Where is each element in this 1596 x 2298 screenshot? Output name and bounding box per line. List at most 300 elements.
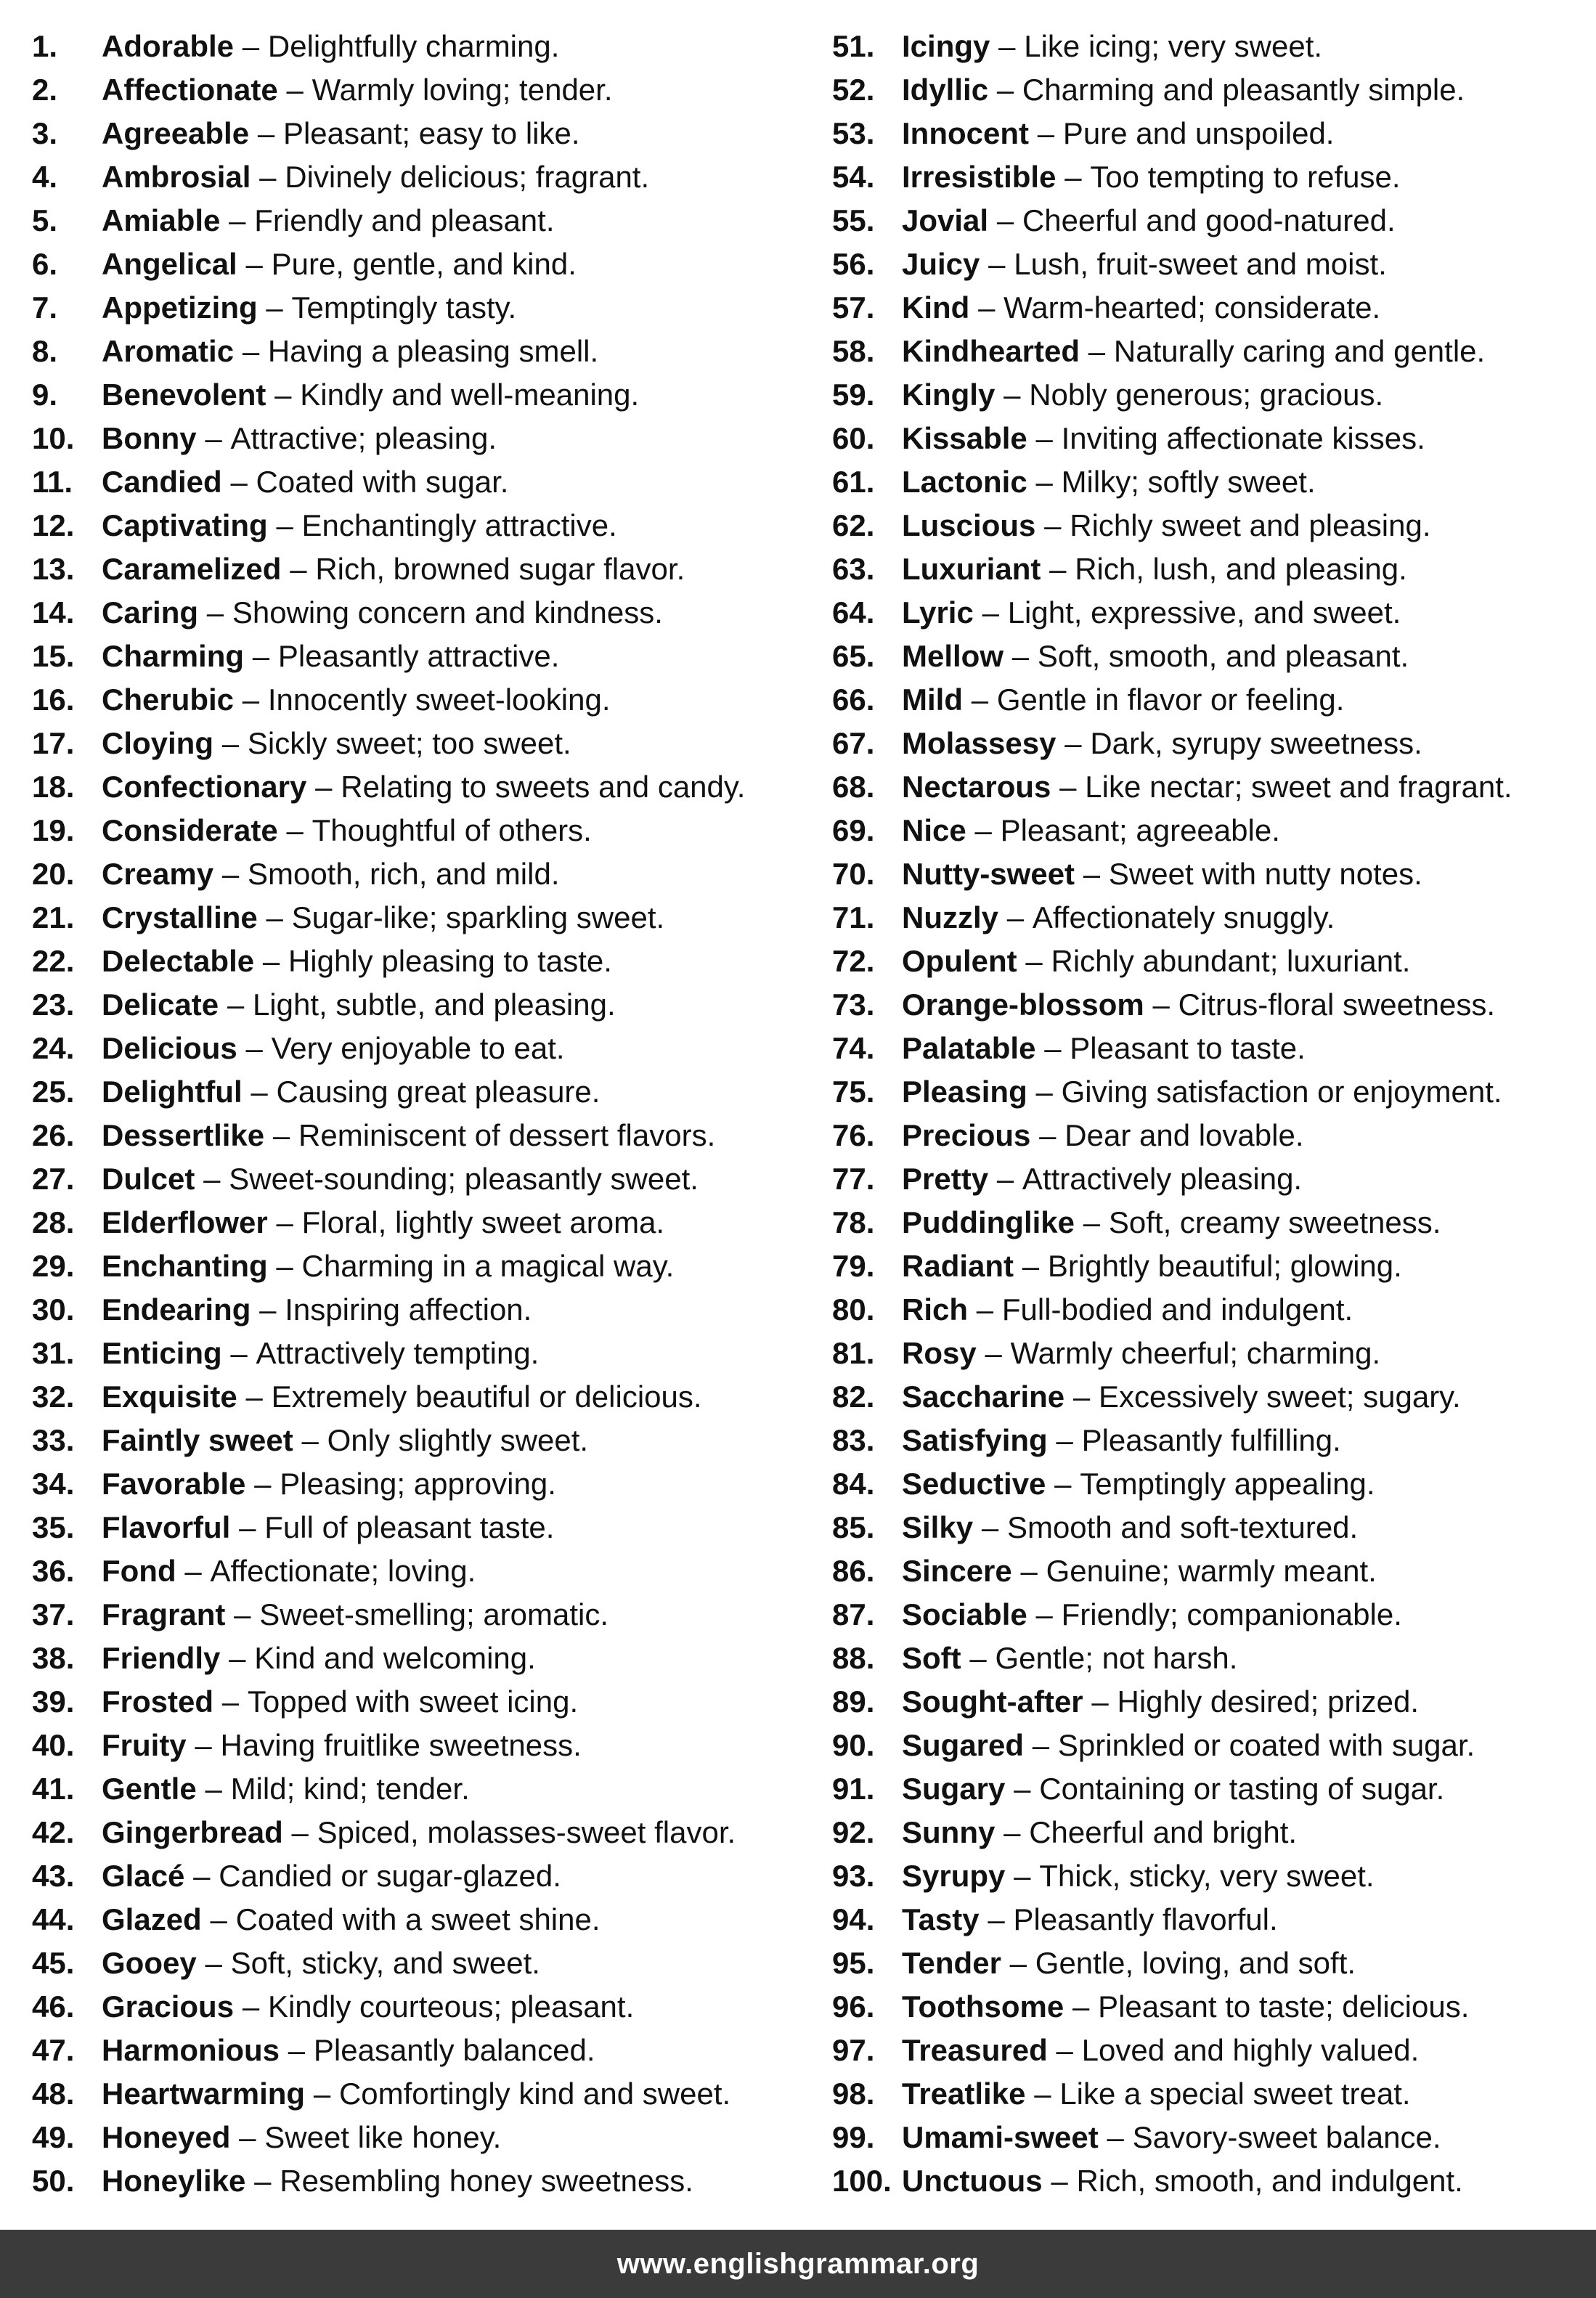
item-definition: Sugar-like; sparkling sweet.: [291, 900, 665, 934]
item-definition: Gentle, loving, and soft.: [1035, 1946, 1356, 1980]
item-definition: Rich, smooth, and indulgent.: [1076, 2164, 1463, 2198]
item-number: 43.: [32, 1859, 75, 1893]
item-definition: Charming in a magical way.: [301, 1249, 675, 1283]
item-number: 60.: [832, 421, 875, 455]
list-item: [32, 1985, 809, 2029]
item-definition: Reminiscent of dessert flavors.: [298, 1118, 716, 1152]
item-number: 73.: [832, 987, 875, 1022]
item-definition: Rich, browned sugar flavor.: [315, 552, 685, 586]
list-item: [832, 591, 1587, 635]
item-definition: Affectionately snuggly.: [1032, 900, 1335, 934]
list-item: [32, 1419, 809, 1462]
item-definition: Richly sweet and pleasing.: [1070, 508, 1431, 542]
item-definition: Excessively sweet; sugary.: [1099, 1380, 1461, 1414]
item-word: Favorable: [102, 1467, 246, 1501]
item-number: 1.: [32, 29, 58, 63]
item-definition: Like a special sweet treat.: [1059, 2077, 1411, 2111]
item-word: Syrupy: [902, 1859, 1006, 1893]
list-item: [32, 25, 809, 68]
item-separator: –: [254, 1467, 272, 1501]
item-separator: –: [276, 1205, 293, 1239]
list-item: [32, 678, 809, 722]
item-number: 17.: [32, 726, 75, 760]
list-item: [832, 155, 1587, 199]
item-definition: Spiced, molasses-sweet flavor.: [317, 1815, 736, 1849]
item-separator: –: [272, 1118, 290, 1152]
item-definition: Giving satisfaction or enjoyment.: [1061, 1075, 1502, 1109]
item-word: Adorable: [102, 29, 235, 63]
item-definition: Dark, syrupy sweetness.: [1090, 726, 1422, 760]
item-separator: –: [1051, 2164, 1068, 2198]
item-number: 69.: [832, 813, 875, 847]
list-item: [32, 1332, 809, 1375]
item-separator: –: [1037, 116, 1055, 150]
item-word: Enticing: [102, 1336, 222, 1370]
item-definition: Topped with sweet icing.: [247, 1684, 579, 1719]
item-separator: –: [221, 726, 240, 760]
item-definition: Enchantingly attractive.: [301, 508, 617, 542]
item-number: 27.: [32, 1162, 75, 1196]
item-number: 86.: [832, 1554, 875, 1588]
item-word: Gracious: [102, 1989, 235, 2024]
item-word: Delicious: [102, 1031, 237, 1065]
item-definition: Mild; kind; tender.: [230, 1772, 470, 1806]
item-number: 88.: [832, 1641, 875, 1675]
item-word: Precious: [902, 1118, 1031, 1152]
item-separator: –: [229, 1641, 246, 1675]
item-word: Orange-blossom: [902, 987, 1144, 1022]
item-separator: –: [988, 247, 1006, 281]
item-separator: –: [1020, 1554, 1038, 1588]
item-definition: Pleasantly flavorful.: [1013, 1902, 1278, 1936]
item-number: 45.: [32, 1946, 75, 1980]
item-separator: –: [252, 639, 270, 673]
item-number: 21.: [32, 900, 75, 934]
item-separator: –: [996, 73, 1014, 107]
item-word: Caring: [102, 595, 199, 629]
item-separator: –: [266, 290, 283, 325]
item-definition: Light, subtle, and pleasing.: [252, 987, 616, 1022]
item-definition: Pleasing; approving.: [280, 1467, 556, 1501]
item-definition: Inviting affectionate kisses.: [1061, 421, 1425, 455]
item-number: 90.: [832, 1728, 875, 1762]
item-definition: Coated with sugar.: [256, 465, 509, 499]
item-word: Exquisite: [102, 1380, 237, 1414]
item-definition: Nobly generous; gracious.: [1029, 378, 1384, 412]
item-number: 44.: [32, 1902, 75, 1936]
list-item: [32, 722, 809, 765]
list-item: [832, 1637, 1587, 1680]
item-number: 13.: [32, 552, 75, 586]
list-item: [32, 591, 809, 635]
item-number: 99.: [832, 2120, 875, 2154]
item-definition: Attractively pleasing.: [1022, 1162, 1303, 1196]
item-number: 52.: [832, 73, 875, 107]
item-word: Tender: [902, 1946, 1001, 1980]
list-item: [832, 199, 1587, 243]
item-definition: Inspiring affection.: [285, 1292, 532, 1327]
item-word: Saccharine: [902, 1380, 1065, 1414]
item-separator: –: [1039, 1118, 1056, 1152]
item-number: 75.: [832, 1075, 875, 1109]
item-number: 96.: [832, 1989, 875, 2024]
item-separator: –: [988, 1902, 1005, 1936]
list-item: [32, 460, 809, 504]
item-separator: –: [1044, 508, 1062, 542]
item-definition: Lush, fruit-sweet and moist.: [1014, 247, 1387, 281]
item-definition: Warmly cheerful; charming.: [1010, 1336, 1381, 1370]
item-separator: –: [1032, 1728, 1050, 1762]
item-word: Soft: [902, 1641, 961, 1675]
item-word: Crystalline: [102, 900, 258, 934]
item-separator: –: [221, 857, 240, 891]
item-word: Confectionary: [102, 770, 307, 804]
item-word: Opulent: [902, 944, 1017, 978]
item-word: Nuzzly: [902, 900, 999, 934]
list-item: [832, 722, 1587, 765]
item-definition: Sprinkled or coated with sugar.: [1057, 1728, 1475, 1762]
item-separator: –: [1059, 770, 1077, 804]
list-item: [32, 1244, 809, 1288]
item-word: Elderflower: [102, 1205, 268, 1239]
list-item: [832, 1593, 1587, 1637]
item-definition: Attractive; pleasing.: [230, 421, 497, 455]
item-separator: –: [969, 1641, 987, 1675]
item-word: Mellow: [902, 639, 1004, 673]
item-definition: Sweet with nutty notes.: [1108, 857, 1422, 891]
list-item: [832, 1288, 1587, 1332]
item-number: 12.: [32, 508, 75, 542]
item-number: 16.: [32, 683, 75, 717]
list-item: [32, 2029, 809, 2072]
list-item: [32, 1506, 809, 1549]
item-number: 62.: [832, 508, 875, 542]
list-item: [32, 373, 809, 417]
list-item: [32, 2159, 809, 2203]
list-item: [32, 417, 809, 460]
item-definition: Pleasantly fulfilling.: [1081, 1423, 1341, 1457]
item-definition: Soft, sticky, and sweet.: [230, 1946, 540, 1980]
item-number: 5.: [32, 203, 58, 237]
item-number: 74.: [832, 1031, 875, 1065]
list-item: [832, 1419, 1587, 1462]
item-definition: Smooth, rich, and mild.: [247, 857, 560, 891]
item-word: Gingerbread: [102, 1815, 283, 1849]
list-item: [832, 2159, 1587, 2203]
item-separator: –: [1091, 1684, 1109, 1719]
item-word: Dessertlike: [102, 1118, 265, 1152]
item-separator: –: [1022, 1249, 1040, 1283]
item-separator: –: [1083, 1205, 1101, 1239]
item-definition: Dear and lovable.: [1064, 1118, 1304, 1152]
item-number: 66.: [832, 683, 875, 717]
item-word: Enchanting: [102, 1249, 268, 1283]
list-item: [32, 1680, 809, 1724]
list-item: [32, 1549, 809, 1593]
list-item: [832, 1114, 1587, 1157]
item-number: 47.: [32, 2033, 75, 2067]
item-separator: –: [221, 1684, 240, 1719]
item-separator: –: [301, 1423, 319, 1457]
item-number: 40.: [32, 1728, 75, 1762]
item-separator: –: [1034, 2077, 1051, 2111]
item-number: 71.: [832, 900, 875, 934]
list-item: [32, 1027, 809, 1070]
list-item: [32, 1854, 809, 1898]
item-word: Sought-after: [902, 1684, 1083, 1719]
item-number: 57.: [832, 290, 875, 325]
item-number: 80.: [832, 1292, 875, 1327]
item-definition: Very enjoyable to eat.: [271, 1031, 565, 1065]
item-word: Sugary: [902, 1772, 1006, 1806]
item-number: 32.: [32, 1380, 75, 1414]
list-item: [832, 1070, 1587, 1114]
item-definition: Gentle; not harsh.: [995, 1641, 1238, 1675]
item-word: Captivating: [102, 508, 268, 542]
item-word: Fruity: [102, 1728, 187, 1762]
item-definition: Too tempting to refuse.: [1090, 160, 1401, 194]
list-item: [832, 286, 1587, 330]
item-separator: –: [229, 203, 246, 237]
item-separator: –: [1006, 900, 1025, 934]
item-word: Endearing: [102, 1292, 251, 1327]
item-word: Treasured: [902, 2033, 1048, 2067]
list-item: [32, 1898, 809, 1942]
item-definition: Friendly and pleasant.: [254, 203, 555, 237]
item-separator: –: [239, 1510, 256, 1544]
item-number: 41.: [32, 1772, 75, 1806]
item-word: Benevolent: [102, 378, 266, 412]
item-separator: –: [1054, 1467, 1072, 1501]
list-item: [32, 1724, 809, 1767]
item-number: 87.: [832, 1597, 875, 1631]
item-separator: –: [974, 813, 992, 847]
list-item: [832, 243, 1587, 286]
item-number: 18.: [32, 770, 75, 804]
item-number: 10.: [32, 421, 75, 455]
item-separator: –: [257, 116, 275, 150]
footer-url[interactable]: www.englishgrammar.org: [616, 2247, 980, 2280]
item-word: Charming: [102, 639, 245, 673]
item-definition: Coated with a sweet shine.: [235, 1902, 600, 1936]
item-number: 56.: [832, 247, 875, 281]
item-definition: Brightly beautiful; glowing.: [1047, 1249, 1402, 1283]
item-definition: Citrus-floral sweetness.: [1178, 987, 1496, 1022]
item-definition: Sweet-sounding; pleasantly sweet.: [229, 1162, 699, 1196]
item-separator: –: [234, 1597, 251, 1631]
list-item: [32, 809, 809, 852]
item-definition: Containing or tasting of sugar.: [1039, 1772, 1445, 1806]
item-word: Aromatic: [102, 334, 235, 368]
item-number: 38.: [32, 1641, 75, 1675]
item-word: Irresistible: [902, 160, 1056, 194]
item-word: Delightful: [102, 1075, 243, 1109]
item-number: 49.: [32, 2120, 75, 2154]
item-number: 76.: [832, 1118, 875, 1152]
item-word: Creamy: [102, 857, 214, 891]
item-word: Harmonious: [102, 2033, 280, 2067]
item-separator: –: [230, 465, 248, 499]
list-item: [832, 1942, 1587, 1985]
item-number: 36.: [32, 1554, 75, 1588]
item-word: Gooey: [102, 1946, 197, 1980]
item-number: 100.: [832, 2164, 892, 2198]
item-number: 63.: [832, 552, 875, 586]
item-word: Honeyed: [102, 2120, 231, 2154]
list-item: [832, 460, 1587, 504]
item-number: 64.: [832, 595, 875, 629]
item-definition: Loved and highly valued.: [1081, 2033, 1420, 2067]
item-definition: Like nectar; sweet and fragrant.: [1085, 770, 1512, 804]
item-separator: –: [1056, 1423, 1073, 1457]
item-word: Bonny: [102, 421, 197, 455]
item-definition: Pure, gentle, and kind.: [271, 247, 577, 281]
item-word: Cherubic: [102, 683, 235, 717]
item-word: Nutty-sweet: [902, 857, 1075, 891]
item-definition: Relating to sweets and candy.: [341, 770, 746, 804]
right-column-list: [832, 25, 1587, 2203]
list-item: [832, 896, 1587, 940]
item-separator: –: [978, 290, 996, 325]
item-number: 97.: [832, 2033, 875, 2067]
list-item: [832, 417, 1587, 460]
item-number: 54.: [832, 160, 875, 194]
item-separator: –: [1025, 944, 1043, 978]
list-item: [832, 373, 1587, 417]
item-number: 55.: [832, 203, 875, 237]
list-item: [832, 1157, 1587, 1201]
item-definition: Sweet like honey.: [264, 2120, 502, 2154]
item-word: Faintly sweet: [102, 1423, 293, 1457]
item-separator: –: [1072, 1989, 1090, 2024]
item-definition: Rich, lush, and pleasing.: [1075, 552, 1407, 586]
list-item: [832, 1332, 1587, 1375]
item-separator: –: [982, 595, 999, 629]
item-separator: –: [1035, 465, 1053, 499]
item-word: Angelical: [102, 247, 237, 281]
item-separator: –: [230, 1336, 248, 1370]
item-definition: Candied or sugar-glazed.: [219, 1859, 561, 1893]
item-separator: –: [996, 203, 1014, 237]
item-word: Sunny: [902, 1815, 996, 1849]
item-number: 85.: [832, 1510, 875, 1544]
item-definition: Resembling honey sweetness.: [280, 2164, 693, 2198]
list-item: [32, 1375, 809, 1419]
item-word: Kindhearted: [902, 334, 1080, 368]
item-separator: –: [1064, 726, 1082, 760]
item-definition: Cheerful and bright.: [1029, 1815, 1298, 1849]
item-definition: Richly abundant; luxuriant.: [1051, 944, 1411, 978]
item-number: 3.: [32, 116, 58, 150]
item-separator: –: [245, 247, 263, 281]
item-word: Palatable: [902, 1031, 1036, 1065]
item-separator: –: [1083, 857, 1101, 891]
item-definition: Comfortingly kind and sweet.: [338, 2077, 731, 2111]
item-word: Rich: [902, 1292, 969, 1327]
item-word: Sociable: [902, 1597, 1027, 1631]
item-separator: –: [1035, 421, 1053, 455]
list-item: [832, 1680, 1587, 1724]
item-word: Friendly: [102, 1641, 221, 1675]
item-definition: Smooth and soft-textured.: [1006, 1510, 1359, 1544]
item-number: 42.: [32, 1815, 75, 1849]
item-separator: –: [262, 944, 280, 978]
item-separator: –: [242, 334, 260, 368]
item-separator: –: [290, 552, 307, 586]
item-number: 30.: [32, 1292, 75, 1327]
item-word: Satisfying: [902, 1423, 1048, 1457]
item-separator: –: [985, 1336, 1002, 1370]
item-definition: Friendly; companionable.: [1061, 1597, 1402, 1631]
item-number: 20.: [32, 857, 75, 891]
item-separator: –: [291, 1815, 309, 1849]
item-definition: Sickly sweet; too sweet.: [247, 726, 571, 760]
list-item: [832, 112, 1587, 155]
item-word: Puddinglike: [902, 1205, 1075, 1239]
list-item: [32, 243, 809, 286]
item-word: Luxuriant: [902, 552, 1041, 586]
item-definition: Pleasant to taste; delicious.: [1098, 1989, 1470, 2024]
list-item: [32, 155, 809, 199]
item-number: 46.: [32, 1989, 75, 2024]
item-definition: Temptingly appealing.: [1080, 1467, 1375, 1501]
list-item: [832, 2116, 1587, 2159]
item-word: Heartwarming: [102, 2077, 306, 2111]
item-number: 2.: [32, 73, 58, 107]
item-number: 50.: [32, 2164, 75, 2198]
list-item: [32, 1157, 809, 1201]
item-separator: –: [205, 421, 222, 455]
item-separator: –: [254, 2164, 272, 2198]
list-item: [832, 1506, 1587, 1549]
list-item: [32, 504, 809, 547]
list-item: [32, 199, 809, 243]
item-number: 15.: [32, 639, 75, 673]
item-separator: –: [1035, 1597, 1053, 1631]
list-item: [32, 112, 809, 155]
list-item: [832, 1854, 1587, 1898]
item-definition: Sweet-smelling; aromatic.: [259, 1597, 609, 1631]
item-number: 14.: [32, 595, 75, 629]
list-item: [32, 896, 809, 940]
item-separator: –: [245, 1380, 263, 1414]
item-number: 51.: [832, 29, 875, 63]
item-word: Kissable: [902, 421, 1027, 455]
item-number: 67.: [832, 726, 875, 760]
item-definition: Extremely beautiful or delicious.: [271, 1380, 702, 1414]
item-number: 25.: [32, 1075, 75, 1109]
list-item: [832, 25, 1587, 68]
item-word: Sugared: [902, 1728, 1025, 1762]
item-separator: –: [1072, 1380, 1091, 1414]
list-item: [832, 68, 1587, 112]
item-word: Pleasing: [902, 1075, 1027, 1109]
item-word: Fragrant: [102, 1597, 226, 1631]
list-item: [832, 1027, 1587, 1070]
item-definition: Pleasantly balanced.: [313, 2033, 595, 2067]
item-word: Lactonic: [902, 465, 1027, 499]
item-separator: –: [206, 595, 224, 629]
item-word: Agreeable: [102, 116, 250, 150]
list-item: [832, 504, 1587, 547]
item-number: 81.: [832, 1336, 875, 1370]
list-item: [832, 765, 1587, 809]
list-item: [32, 1114, 809, 1157]
item-word: Mild: [902, 683, 963, 717]
item-word: Nice: [902, 813, 966, 847]
list-item: [832, 330, 1587, 373]
item-separator: –: [313, 2077, 331, 2111]
